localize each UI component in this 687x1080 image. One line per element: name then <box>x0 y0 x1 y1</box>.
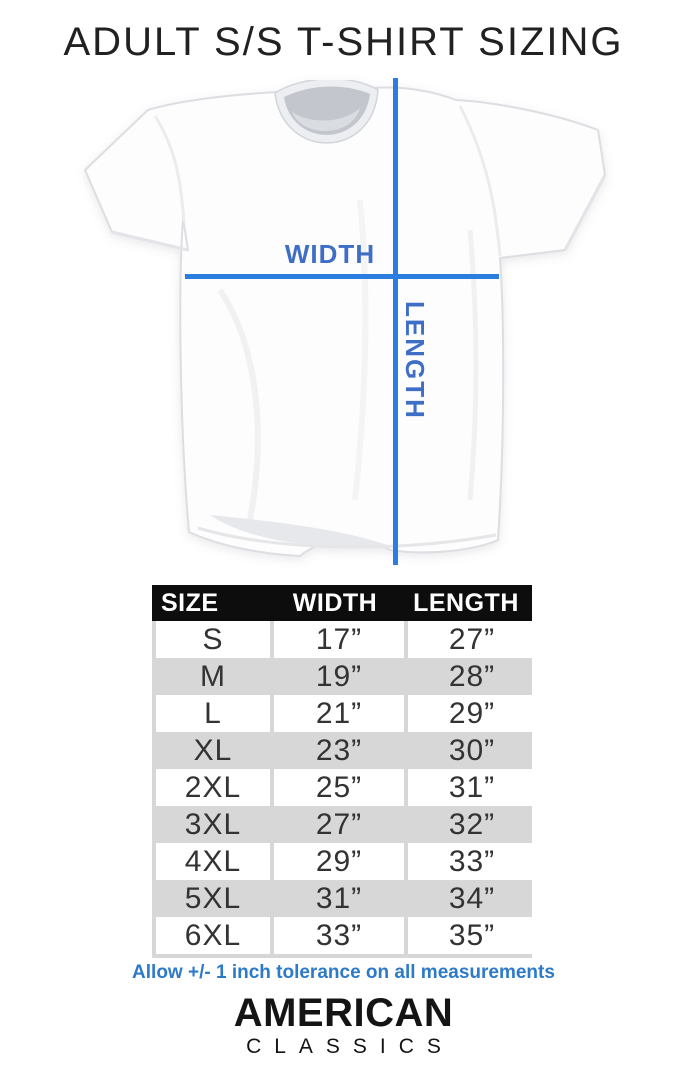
table-row <box>156 769 528 806</box>
length-cell: 34” <box>448 881 496 915</box>
width-cell: 31” <box>315 881 363 915</box>
table-row <box>156 880 528 917</box>
brand-subname: CLASSICS <box>246 1035 454 1058</box>
width-label: WIDTH <box>284 239 376 269</box>
header-length: LENGTH <box>413 588 519 617</box>
length-cell: 31” <box>408 769 536 806</box>
shirt-body <box>85 83 605 556</box>
length-cell: 32” <box>448 807 496 841</box>
width-cell: 25” <box>274 769 404 806</box>
tshirt-graphic <box>60 80 625 572</box>
length-measure-line <box>393 78 398 565</box>
width-cell: 21” <box>274 695 404 732</box>
width-cell: 17” <box>274 621 404 658</box>
table-row <box>156 732 528 769</box>
length-label: LENGTH <box>400 301 430 420</box>
length-cell: 29” <box>408 695 536 732</box>
table-row <box>156 658 528 695</box>
size-cell: 5XL <box>184 881 242 915</box>
header-width: WIDTH <box>292 588 378 617</box>
size-cell: 3XL <box>184 807 242 841</box>
width-cell: 19” <box>315 659 363 693</box>
page-title: ADULT S/S T-SHIRT SIZING <box>63 20 624 64</box>
tolerance-note: Allow +/- 1 inch tolerance on all measurements <box>132 962 555 983</box>
table-row <box>156 843 528 880</box>
sizing-table <box>152 585 532 958</box>
length-cell: 35” <box>408 917 536 954</box>
width-cell: 27” <box>315 807 363 841</box>
width-measure-line <box>185 274 499 279</box>
header-size: SIZE <box>161 588 219 617</box>
table-row <box>156 695 528 732</box>
tshirt-illustration <box>60 80 625 572</box>
brand-logo <box>0 993 687 1057</box>
width-cell: 29” <box>274 843 404 880</box>
size-cell: S <box>156 621 270 658</box>
table-row <box>156 917 528 954</box>
brand-name: AMERICAN <box>233 991 454 1035</box>
size-cell: XL <box>193 733 233 767</box>
length-cell: 27” <box>408 621 536 658</box>
size-cell: M <box>200 659 226 693</box>
length-cell: 33” <box>408 843 536 880</box>
size-cell: L <box>156 695 270 732</box>
width-cell: 23” <box>315 733 363 767</box>
table-row <box>156 621 528 658</box>
table-row <box>156 806 528 843</box>
size-cell: 6XL <box>156 917 270 954</box>
table-header-row <box>152 585 532 621</box>
length-cell: 28” <box>448 659 496 693</box>
table-body <box>152 621 532 958</box>
width-cell: 33” <box>274 917 404 954</box>
size-cell: 4XL <box>156 843 270 880</box>
size-cell: 2XL <box>156 769 270 806</box>
length-cell: 30” <box>448 733 496 767</box>
